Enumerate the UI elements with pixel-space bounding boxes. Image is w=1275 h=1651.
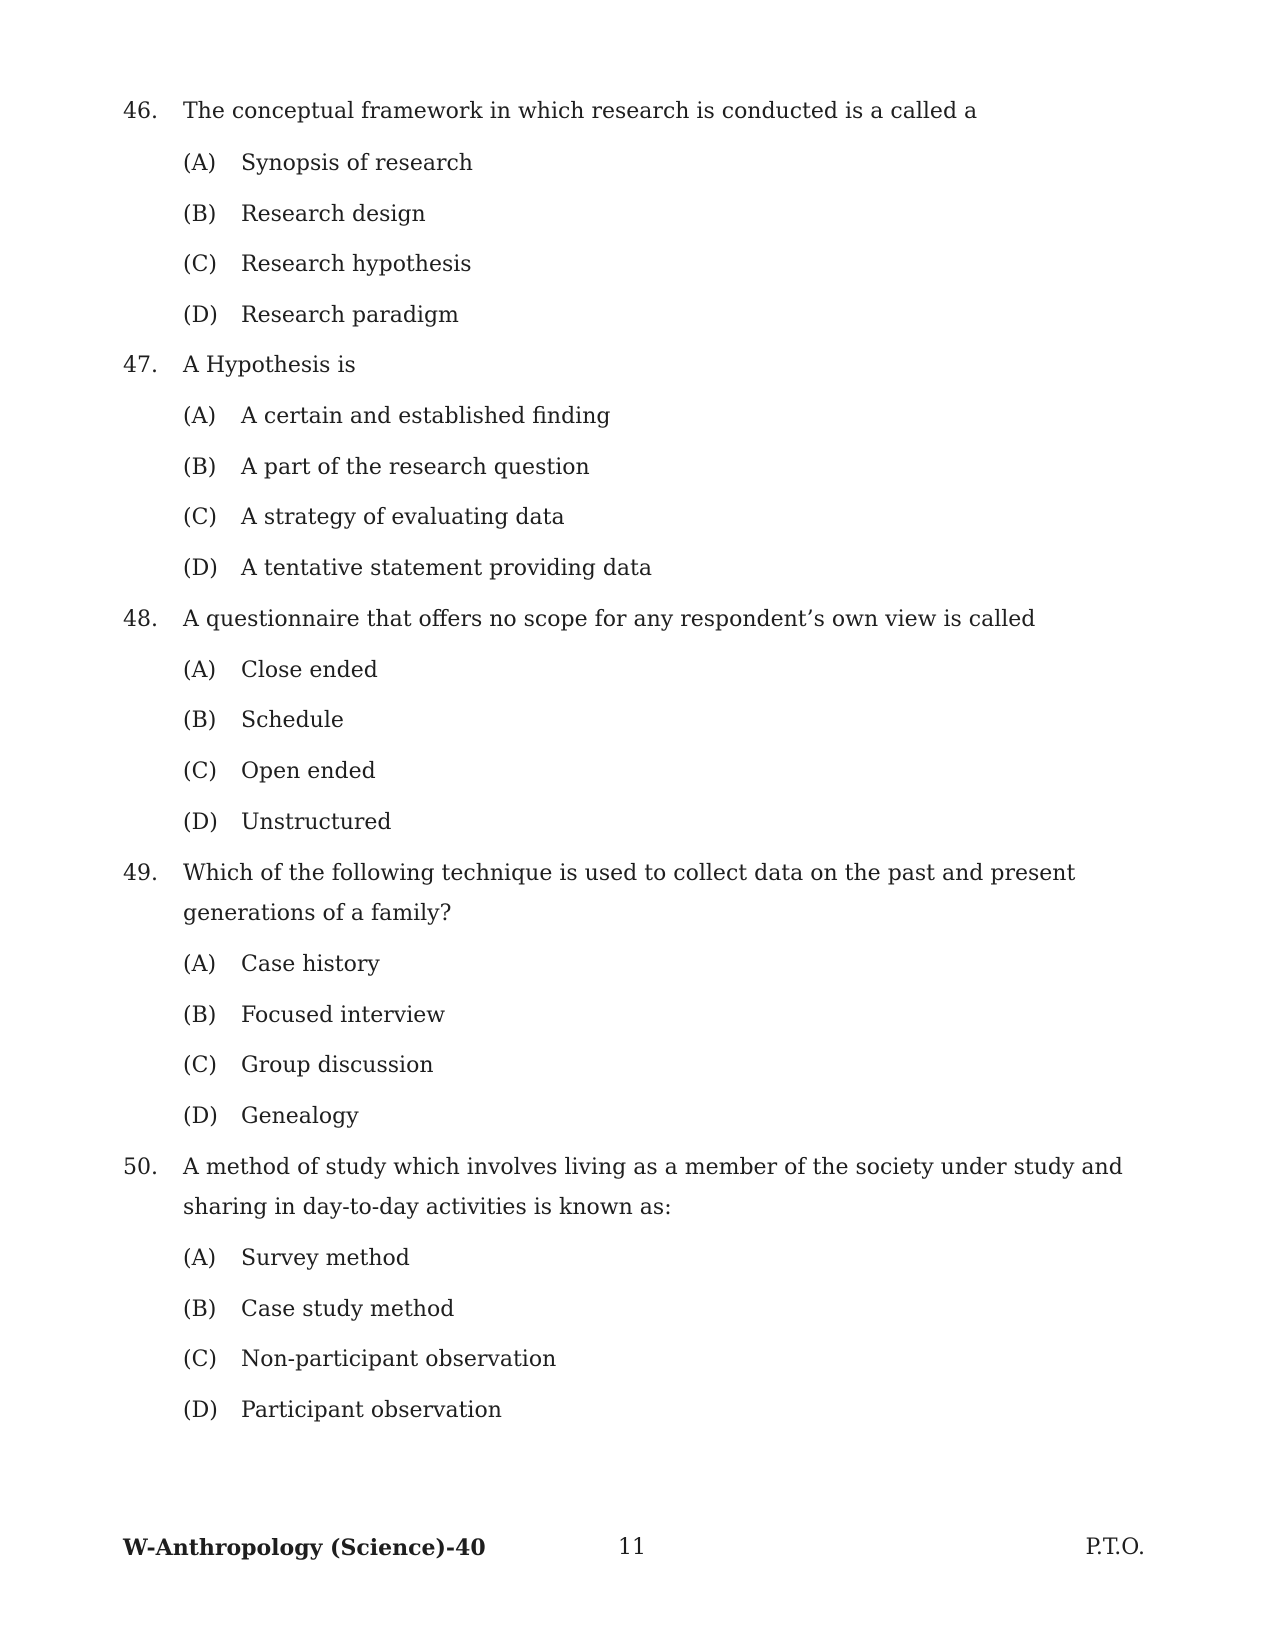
question-number: 46. (123, 99, 158, 124)
question-number: 49. (123, 861, 158, 886)
option-46-d (0, 296, 1275, 336)
option-label: (C) (183, 1053, 217, 1078)
option-49-c (0, 1046, 1275, 1086)
option-50-c (0, 1340, 1275, 1380)
option-label: (C) (183, 505, 217, 530)
option-46-a (0, 144, 1275, 184)
page-number: 11 (618, 1535, 646, 1560)
option-text: Unstructured (241, 810, 392, 835)
question-text: A method of study which involves living as a member of the society under study and sharing in day-to-day activities is known as: (183, 1155, 1123, 1220)
option-text: Case history (241, 952, 380, 977)
option-49-d (0, 1097, 1275, 1137)
question-number: 47. (123, 353, 158, 378)
option-label: (A) (183, 151, 217, 176)
option-50-b (0, 1290, 1275, 1330)
question-text: The conceptual framework in which research is conducted is a called a (183, 99, 978, 124)
option-50-d (0, 1391, 1275, 1431)
option-label: (C) (183, 1347, 217, 1372)
option-text: Research paradigm (241, 303, 459, 328)
option-48-a (0, 651, 1275, 691)
option-text: A part of the research question (241, 455, 590, 480)
option-text: Open ended (241, 759, 376, 784)
option-text: Focused interview (241, 1003, 446, 1028)
option-47-a (0, 397, 1275, 437)
paper-code: W-Anthropology (Science)-40 (123, 1535, 486, 1561)
option-46-c (0, 245, 1275, 285)
option-text: Close ended (241, 658, 378, 683)
option-label: (B) (183, 708, 217, 733)
option-label: (A) (183, 658, 217, 683)
option-label: (B) (183, 455, 217, 480)
option-label: (A) (183, 952, 217, 977)
option-label: (D) (183, 810, 218, 835)
option-label: (B) (183, 202, 217, 227)
option-label: (B) (183, 1003, 217, 1028)
option-label: (A) (183, 1246, 217, 1271)
option-text: Genealogy (241, 1104, 359, 1129)
page-footer (0, 1528, 1275, 1568)
option-48-c (0, 752, 1275, 792)
question-text: A questionnaire that offers no scope for any respondent’s own view is called (183, 607, 1036, 632)
option-text: Research design (241, 202, 426, 227)
option-46-b (0, 195, 1275, 235)
option-48-b (0, 701, 1275, 741)
option-49-a (0, 945, 1275, 985)
option-text: Case study method (241, 1297, 455, 1322)
option-label: (B) (183, 1297, 217, 1322)
option-49-b (0, 996, 1275, 1036)
option-47-d (0, 549, 1275, 589)
option-label: (A) (183, 404, 217, 429)
option-48-d (0, 803, 1275, 843)
question-text: A Hypothesis is (183, 353, 356, 378)
option-label: (D) (183, 1104, 218, 1129)
option-text: Participant observation (241, 1398, 502, 1423)
option-label: (D) (183, 1398, 218, 1423)
option-47-b (0, 448, 1275, 488)
option-text: Schedule (241, 708, 344, 733)
option-label: (D) (183, 556, 218, 581)
option-text: A strategy of evaluating data (241, 505, 565, 530)
option-text: Synopsis of research (241, 151, 473, 176)
please-turn-over: P.T.O. (1085, 1535, 1145, 1560)
option-text: Non-participant observation (241, 1347, 557, 1372)
option-text: Survey method (241, 1246, 410, 1271)
option-text: A tentative statement providing data (241, 556, 653, 581)
option-label: (C) (183, 759, 217, 784)
option-text: Research hypothesis (241, 252, 472, 277)
option-text: A certain and established finding (241, 404, 611, 429)
option-text: Group discussion (241, 1053, 434, 1078)
option-label: (D) (183, 303, 218, 328)
question-text: Which of the following technique is used to collect data on the past and present generations of a family? (183, 861, 1076, 926)
question-number: 48. (123, 607, 158, 632)
option-50-a (0, 1239, 1275, 1279)
option-47-c (0, 498, 1275, 538)
option-label: (C) (183, 252, 217, 277)
question-number: 50. (123, 1155, 158, 1180)
